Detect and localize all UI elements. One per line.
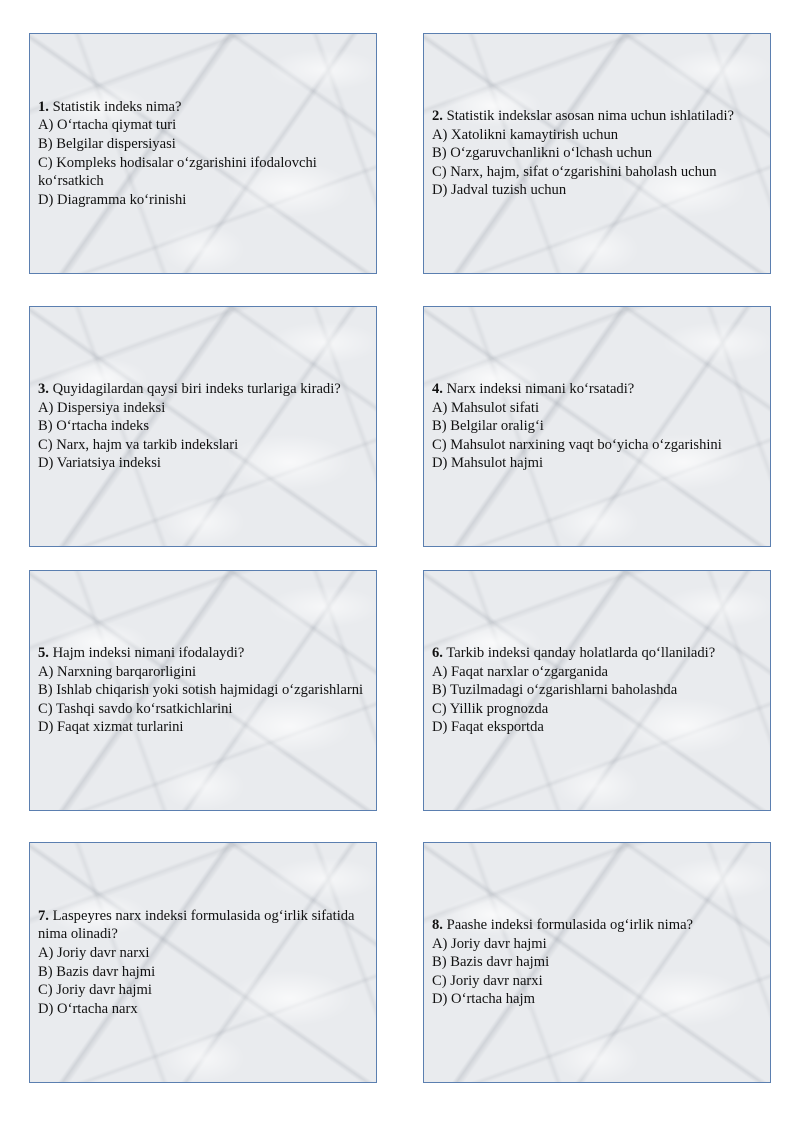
option-b: B) O‘zgaruvchanlikni o‘lchash uchun <box>432 145 653 162</box>
question-number: 2. <box>432 108 443 125</box>
option-c: C) Kompleks hodisalar o‘zgarishini ifodalovchi ko‘rsatkich <box>38 154 317 190</box>
option-d: D) Mahsulot hajmi <box>432 455 544 472</box>
option-a: A) Mahsulot sifati <box>432 399 540 416</box>
question-number: 6. <box>432 645 443 662</box>
question-label: Tarkib indeksi qanday holatlarda qo‘llaniladi? <box>446 645 716 662</box>
question-text <box>432 916 762 935</box>
option-b: B) O‘rtacha indeks <box>38 418 150 435</box>
question-number: 7. <box>38 907 49 924</box>
option-b: B) Tuzilmadagi o‘zgarishlarni baholashda <box>432 682 678 699</box>
question-text <box>432 644 762 663</box>
option-b: B) Bazis davr hajmi <box>38 963 156 980</box>
option-b: B) Belgilar oralig‘i <box>432 418 544 435</box>
option-b: B) Belgilar dispersiyasi <box>38 135 176 152</box>
option-c: C) Tashqi savdo ko‘rsatkichlarini <box>38 700 233 717</box>
question-text <box>38 98 368 117</box>
quiz-card-6 <box>423 570 771 811</box>
quiz-card-7 <box>29 842 377 1083</box>
quiz-card-1 <box>29 33 377 274</box>
quiz-card-8 <box>423 842 771 1083</box>
question-number: 3. <box>38 381 49 398</box>
question-text <box>38 907 368 944</box>
question-label: Quyidagilardan qaysi biri indeks turlariga kiradi? <box>52 381 341 398</box>
option-d: D) Faqat eksportda <box>432 719 544 736</box>
option-d: D) Jadval tuzish uchun <box>432 182 567 199</box>
option-a: A) Joriy davr hajmi <box>432 935 547 952</box>
question-label: Statistik indekslar asosan nima uchun ishlatiladi? <box>446 108 734 125</box>
option-a: A) Dispersiya indeksi <box>38 399 166 416</box>
option-a: A) Faqat narxlar o‘zgarganida <box>432 663 608 680</box>
option-a: A) O‘rtacha qiymat turi <box>38 117 177 134</box>
question-label: Laspeyres narx indeksi formulasida og‘irlik sifatida nima olinadi? <box>38 907 355 943</box>
option-d: D) Faqat xizmat turlarini <box>38 719 184 736</box>
question-label: Narx indeksi nimani ko‘rsatadi? <box>446 381 635 398</box>
option-c: C) Narx, hajm va tarkib indekslari <box>38 436 239 453</box>
option-c: C) Mahsulot narxining vaqt bo‘yicha o‘zgarishini <box>432 436 722 453</box>
question-number: 5. <box>38 645 49 662</box>
option-c: C) Joriy davr hajmi <box>38 982 152 999</box>
question-text <box>38 380 368 399</box>
question-number: 1. <box>38 98 49 115</box>
option-a: A) Joriy davr narxi <box>38 944 150 961</box>
option-c: C) Joriy davr narxi <box>432 972 543 989</box>
option-d: D) Diagramma ko‘rinishi <box>38 191 187 208</box>
option-c: C) Narx, hajm, sifat o‘zgarishini baholash uchun <box>432 163 717 180</box>
option-d: D) O‘rtacha hajm <box>432 991 535 1008</box>
quiz-card-3 <box>29 306 377 547</box>
quiz-card-2 <box>423 33 771 274</box>
option-a: A) Narxning barqarorligini <box>38 663 197 680</box>
option-a: A) Xatolikni kamaytirish uchun <box>432 126 619 143</box>
question-text <box>432 380 762 399</box>
option-c: C) Yillik prognozda <box>432 700 549 717</box>
question-text <box>38 644 368 663</box>
question-label: Statistik indeks nima? <box>52 98 182 115</box>
quiz-card-4 <box>423 306 771 547</box>
option-b: B) Bazis davr hajmi <box>432 954 550 971</box>
option-d: D) O‘rtacha narx <box>38 1000 138 1017</box>
question-label: Paashe indeksi formulasida og‘irlik nima? <box>446 917 694 934</box>
question-number: 8. <box>432 917 443 934</box>
question-label: Hajm indeksi nimani ifodalaydi? <box>52 645 245 662</box>
option-d: D) Variatsiya indeksi <box>38 455 161 472</box>
question-number: 4. <box>432 381 443 398</box>
quiz-card-5 <box>29 570 377 811</box>
question-text <box>432 107 762 126</box>
option-b: B) Ishlab chiqarish yoki sotish hajmidagi o‘zgarishlarni <box>38 682 364 699</box>
